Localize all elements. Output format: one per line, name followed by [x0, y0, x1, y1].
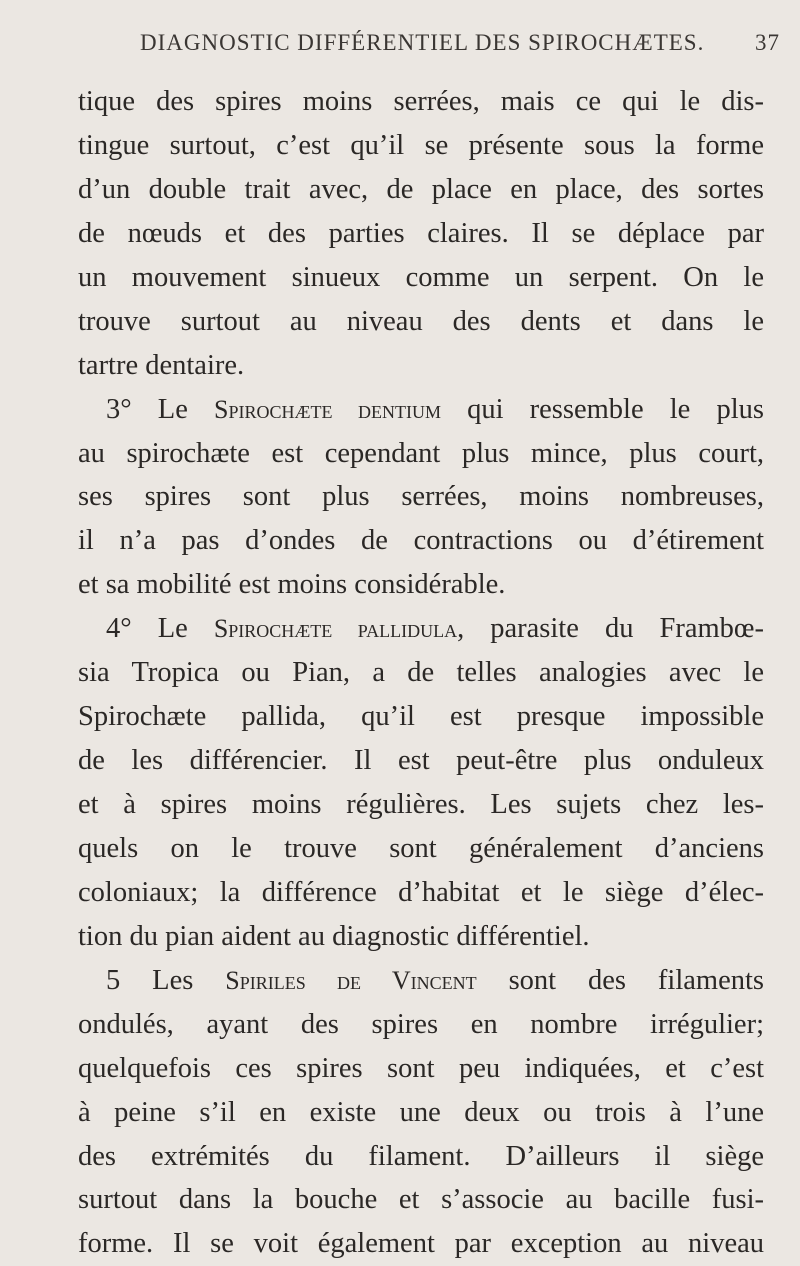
- text-segment: et à spires moins régulières. Les sujets chez les-: [78, 789, 764, 820]
- text-line: [78, 739, 764, 783]
- text-line: [78, 695, 764, 739]
- text-segment: quels on le trouve sont généralement d’anciens: [78, 832, 764, 864]
- text-segment: sont des filaments: [476, 964, 764, 996]
- text-line: [78, 475, 764, 519]
- text-segment: et sa mobilité est moins considérable.: [78, 569, 506, 601]
- text-line: [78, 1047, 764, 1091]
- text-segment: tion du pian aident au diagnostic différentiel.: [78, 920, 590, 952]
- text-segment: d’un double trait avec, de place en place, des sortes: [78, 173, 764, 205]
- text-line: [78, 432, 764, 476]
- text-line: [78, 168, 764, 212]
- text-line: [78, 80, 764, 124]
- text-segment: sia Tropica ou Pian, a de telles analogies avec le: [78, 657, 764, 689]
- text-segment: de nœuds et des parties claires. Il se déplace par: [78, 217, 764, 249]
- text-segment: 4° Le: [106, 613, 214, 645]
- text-line: [78, 344, 764, 388]
- text-segment: des extrémités du filament. D’ailleurs il siège: [78, 1140, 764, 1172]
- text-line: [78, 212, 764, 256]
- text-segment: tique des spires moins serrées, mais ce qui le dis-: [78, 86, 764, 117]
- text-segment: , parasite du Frambœ-: [457, 613, 764, 645]
- text-segment: à peine s’il en existe une deux ou trois à l’une: [78, 1096, 764, 1128]
- text-segment: au spirochæte est cependant plus mince, plus court,: [78, 437, 764, 469]
- text-line: [78, 300, 764, 344]
- text-segment: un mouvement sinueux comme un serpent. On le: [78, 261, 764, 293]
- text-segment: il n’a pas d’ondes de contractions ou d’étirement: [78, 525, 764, 557]
- text-line: [78, 915, 764, 959]
- text-segment: qui ressemble le plus: [440, 393, 764, 425]
- text-segment: surtout dans la bouche et s’associe au bacille fusi-: [78, 1184, 764, 1216]
- running-head: [140, 22, 780, 62]
- text-line: [78, 1135, 764, 1179]
- text-line: [78, 1003, 764, 1047]
- organism-name: Spirochæte pallidula: [213, 614, 458, 644]
- text-line: [78, 1178, 764, 1222]
- text-segment: Spirochæte pallida, qu’il est presque impossible: [78, 701, 764, 733]
- organism-name: Spiriles de Vincent: [225, 965, 477, 995]
- text-line: [78, 256, 764, 300]
- text-line: [78, 651, 764, 695]
- text-segment: trouve surtout au niveau des dents et dans le: [78, 305, 764, 337]
- body-text: [78, 80, 764, 1266]
- text-line: [78, 959, 764, 1003]
- text-line: [78, 563, 764, 607]
- text-line: [78, 124, 764, 168]
- text-segment: quelquefois ces spires sont peu indiquées, et c’est: [78, 1052, 764, 1084]
- text-segment: de les différencier. Il est peut-être plus onduleux: [78, 745, 764, 777]
- text-line: [78, 871, 764, 915]
- text-segment: forme. Il se voit également par exception au niveau: [78, 1228, 764, 1260]
- text-segment: 3° Le: [106, 393, 214, 425]
- text-segment: ses spires sont plus serrées, moins nombreuses,: [78, 481, 764, 513]
- text-segment: tartre dentaire.: [78, 349, 245, 381]
- text-line: [78, 1091, 764, 1135]
- page-number: 37: [755, 30, 780, 55]
- text-segment: coloniaux; la différence d’habitat et le siège d’élec-: [78, 876, 764, 908]
- organism-name: Spirochæte dentium: [213, 394, 441, 424]
- text-line: [78, 388, 764, 432]
- running-title: DIAGNOSTIC DIFFÉRENTIEL DES SPIROCHÆTES.: [140, 30, 705, 55]
- text-line: [78, 1222, 764, 1266]
- text-line: [78, 783, 764, 827]
- text-line: [78, 607, 764, 651]
- text-segment: 5 Les: [106, 964, 226, 996]
- text-segment: ondulés, ayant des spires en nombre irrégulier;: [78, 1008, 764, 1040]
- text-line: [78, 519, 764, 563]
- text-segment: tingue surtout, c’est qu’il se présente sous la forme: [78, 129, 764, 161]
- text-line: [78, 827, 764, 871]
